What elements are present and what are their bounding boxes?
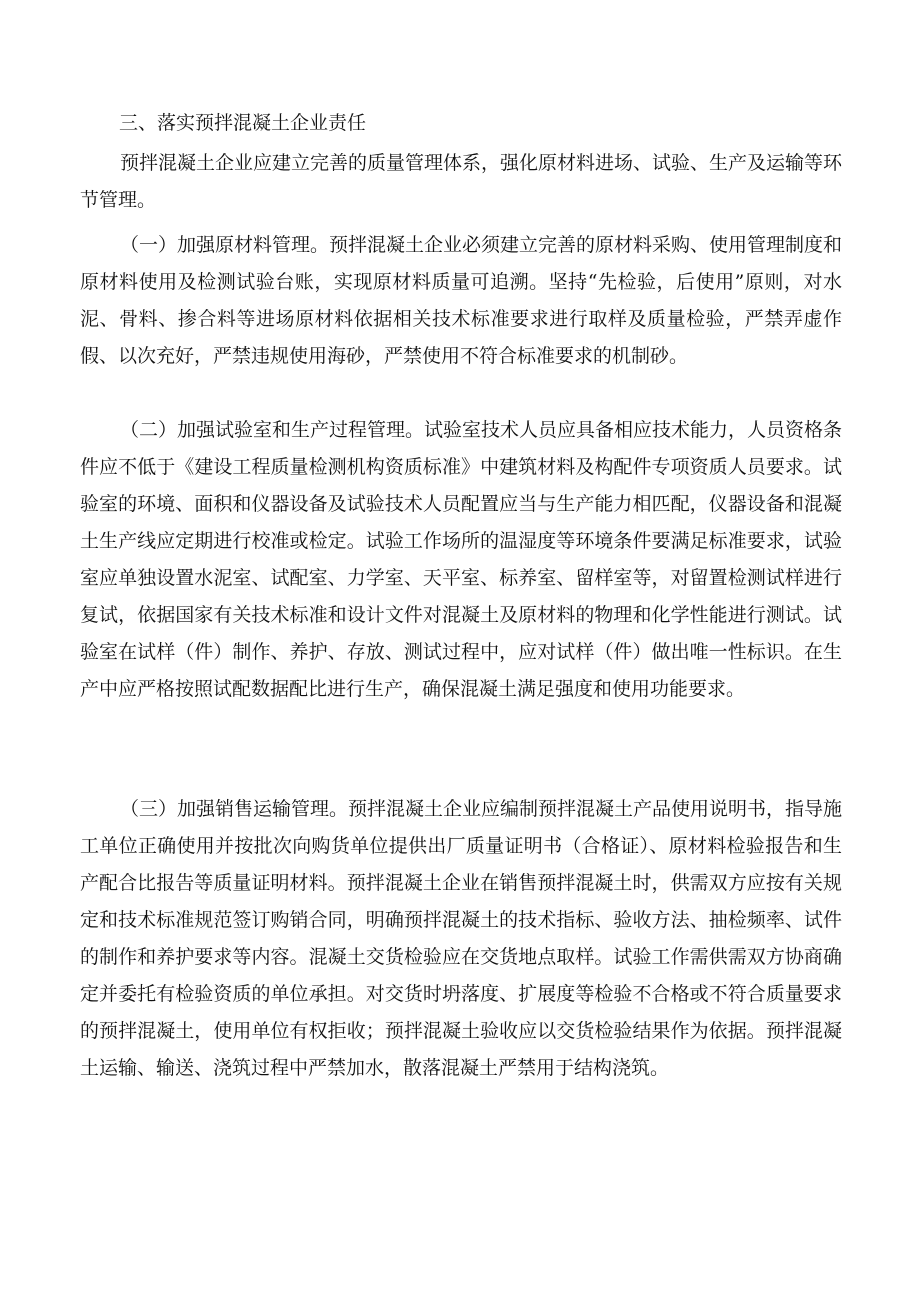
paragraph-laboratory: （二）加强试验室和生产过程管理。试验室技术人员应具备相应技术能力，人员资格条件应不低于《建设工程质量检测机构资质标准》中建筑材料及构配件专项资质人员要求。试验室的环境、面积和仪器设备及试验技术人员配置应当与生产能力相匹配，仪器设备和混凝土生产线应定期进行校准或检定。试验工作场所的温湿度等环境条件要满足标准要求，试验室应单独设置水泥室、试配室、力学室、天平室、标养室、留样室等，对留置检测试样进行复试，依据国家有关技术标准和设计文件对混凝土及原材料的物理和化学性能进行测试。试验室在试样（件）制作、养护、存放、测试过程中，应对试样（件）做出唯一性标识。在生产中应严格按照试配数据配比进行生产，确保混凝土满足强度和使用功能要求。 [80, 419, 843, 700]
paragraph-raw-materials: （一）加强原材料管理。预拌混凝土企业必须建立完善的原材料采购、使用管理制度和原材料使用及检测试验台账，实现原材料质量可追溯。坚持“先检验，后使用”原则，对水泥、骨料、掺合料等进场原材料依据相关技术标准要求进行取样及质量检验，严禁弄虚作假、以次充好，严禁违规使用海砂，严禁使用不符合标准要求的机制砂。 [80, 234, 843, 367]
section-heading: 三、落实预拌混凝土企业责任 [119, 112, 367, 134]
paragraph-sales-transport: （三）加强销售运输管理。预拌混凝土企业应编制预拌混凝土产品使用说明书，指导施工单位正确使用并按批次向购货单位提供出厂质量证明书（合格证）、原材料检验报告和生产配合比报告等质量证明材料。预拌混凝土企业在销售预拌混凝土时，供需双方应按有关规定和技术标准规范签订购销合同，明确预拌混凝土的技术指标、验收方法、抽检频率、试件的制作和养护要求等内容。混凝土交货检验应在交货地点取样。试验工作需供需双方协商确定并委托有检验资质的单位承担。对交货时坍落度、扩展度等检验不合格或不符合质量要求的预拌混凝土，使用单位有权拒收；预拌混凝土验收应以交货检验结果作为依据。预拌混凝土运输、输送、浇筑过程中严禁加水，散落混凝土严禁用于结构浇筑。 [80, 798, 843, 1079]
paragraph-intro: 预拌混凝土企业应建立完善的质量管理体系，强化原材料进场、试验、生产及运输等环节管理。 [80, 152, 843, 211]
